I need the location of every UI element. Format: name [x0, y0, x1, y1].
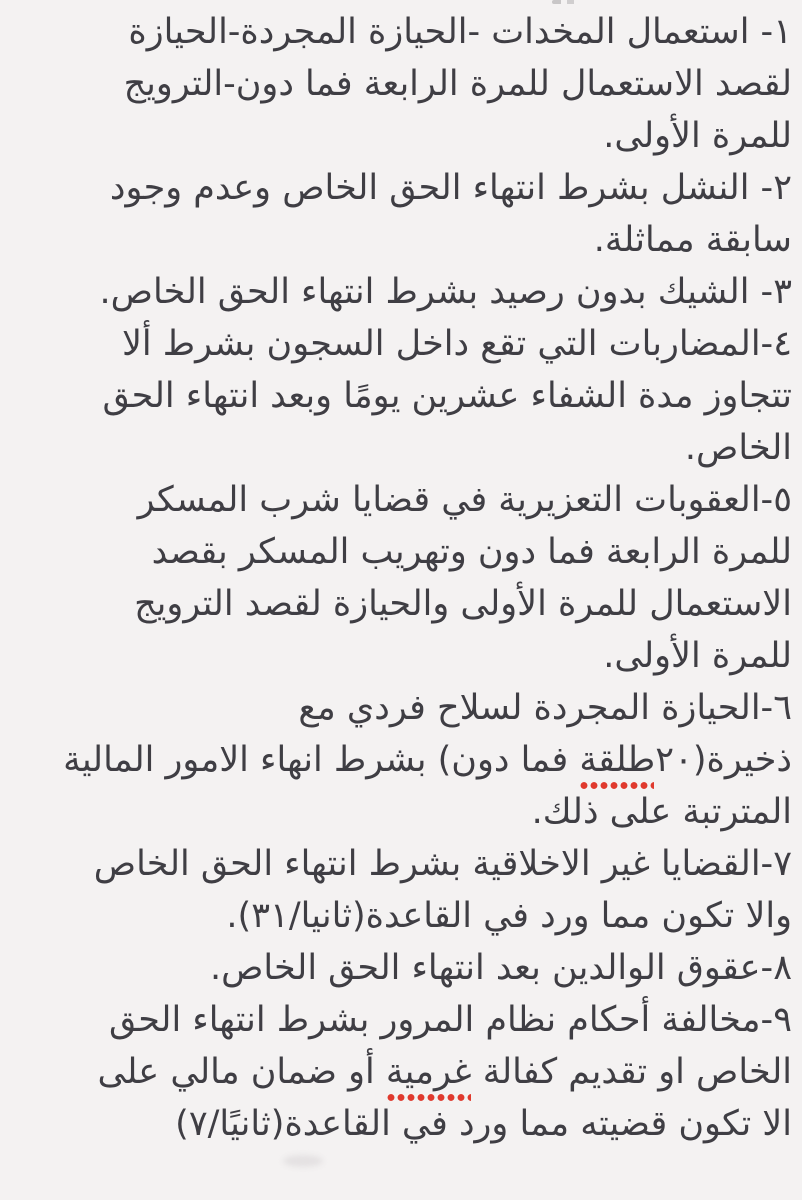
list-item-6	[8, 682, 792, 838]
list-item-7	[8, 838, 792, 942]
list-item-4	[8, 318, 792, 474]
text-line: ١- استعمال المخدات -الحيازة المجردة-الحيازة	[128, 12, 792, 52]
text-line: للمرة الرابعة فما دون وتهريب المسكر بقصد	[151, 532, 792, 572]
text-line: ٦-الحيازة المجردة لسلاح فردي مع	[298, 688, 792, 728]
cropped-text-remnant	[552, 0, 578, 4]
text-line: ٨-عقوق الوالدين بعد انتهاء الحق الخاص.	[209, 948, 792, 988]
text-line: ٩-مخالفة أحكام نظام المرور بشرط انتهاء الحق	[109, 1000, 792, 1040]
text-line: ٤-المضاربات التي تقع داخل السجون بشرط ألا	[121, 324, 792, 364]
list-item-8	[8, 942, 792, 994]
line-segment: ذخيرة(٢٠	[655, 740, 792, 780]
text-line: للمرة الأولى.	[603, 636, 792, 676]
text-line: ٢- النشل بشرط انتهاء الحق الخاص وعدم وجود	[109, 168, 792, 208]
list-item-1	[8, 6, 792, 162]
text-line: تتجاوز مدة الشفاء عشرين يومًا وبعد انتهاء الحق	[102, 376, 792, 416]
text-line: للمرة الأولى.	[603, 116, 792, 156]
text-line	[8, 734, 792, 786]
text-line: الا تكون قضيته مما ورد في القاعدة(ثانيًا/٧)	[175, 1104, 792, 1144]
list-item-2	[8, 162, 792, 266]
text-line: والا تكون مما ورد في القاعدة(ثانيا/٣١).	[226, 896, 792, 936]
text-line: ٥-العقوبات التعزيرية في قضايا شرب المسكر	[137, 480, 792, 520]
line-segment: الخاص او تقديم كفالة	[471, 1052, 792, 1092]
text-line	[8, 1046, 792, 1098]
spellcheck-marked-word: غرمية	[386, 1046, 472, 1098]
list-item-3	[8, 266, 792, 318]
text-line: ٣- الشيك بدون رصيد بشرط انتهاء الحق الخاص.	[99, 272, 792, 312]
line-segment: فما دون) بشرط انهاء الامور المالية	[63, 740, 580, 780]
list-item-9	[8, 994, 792, 1150]
text-line: الخاص.	[684, 428, 792, 468]
list-item-5	[8, 474, 792, 682]
text-line: لقصد الاستعمال للمرة الرابعة فما دون-الترويج	[123, 64, 792, 104]
text-line: الاستعمال للمرة الأولى والحيازة لقصد الترويج	[134, 584, 792, 624]
text-line: المترتبة على ذلك.	[531, 792, 792, 832]
text-line: سابقة مماثلة.	[593, 220, 792, 260]
capture-smudge-artifact	[283, 1155, 323, 1167]
spellcheck-marked-word: طلقة	[579, 734, 655, 786]
line-segment: أو ضمان مالي على	[97, 1052, 386, 1092]
text-line: ٧-القضايا غير الاخلاقية بشرط انتهاء الحق الخاص	[93, 844, 792, 884]
